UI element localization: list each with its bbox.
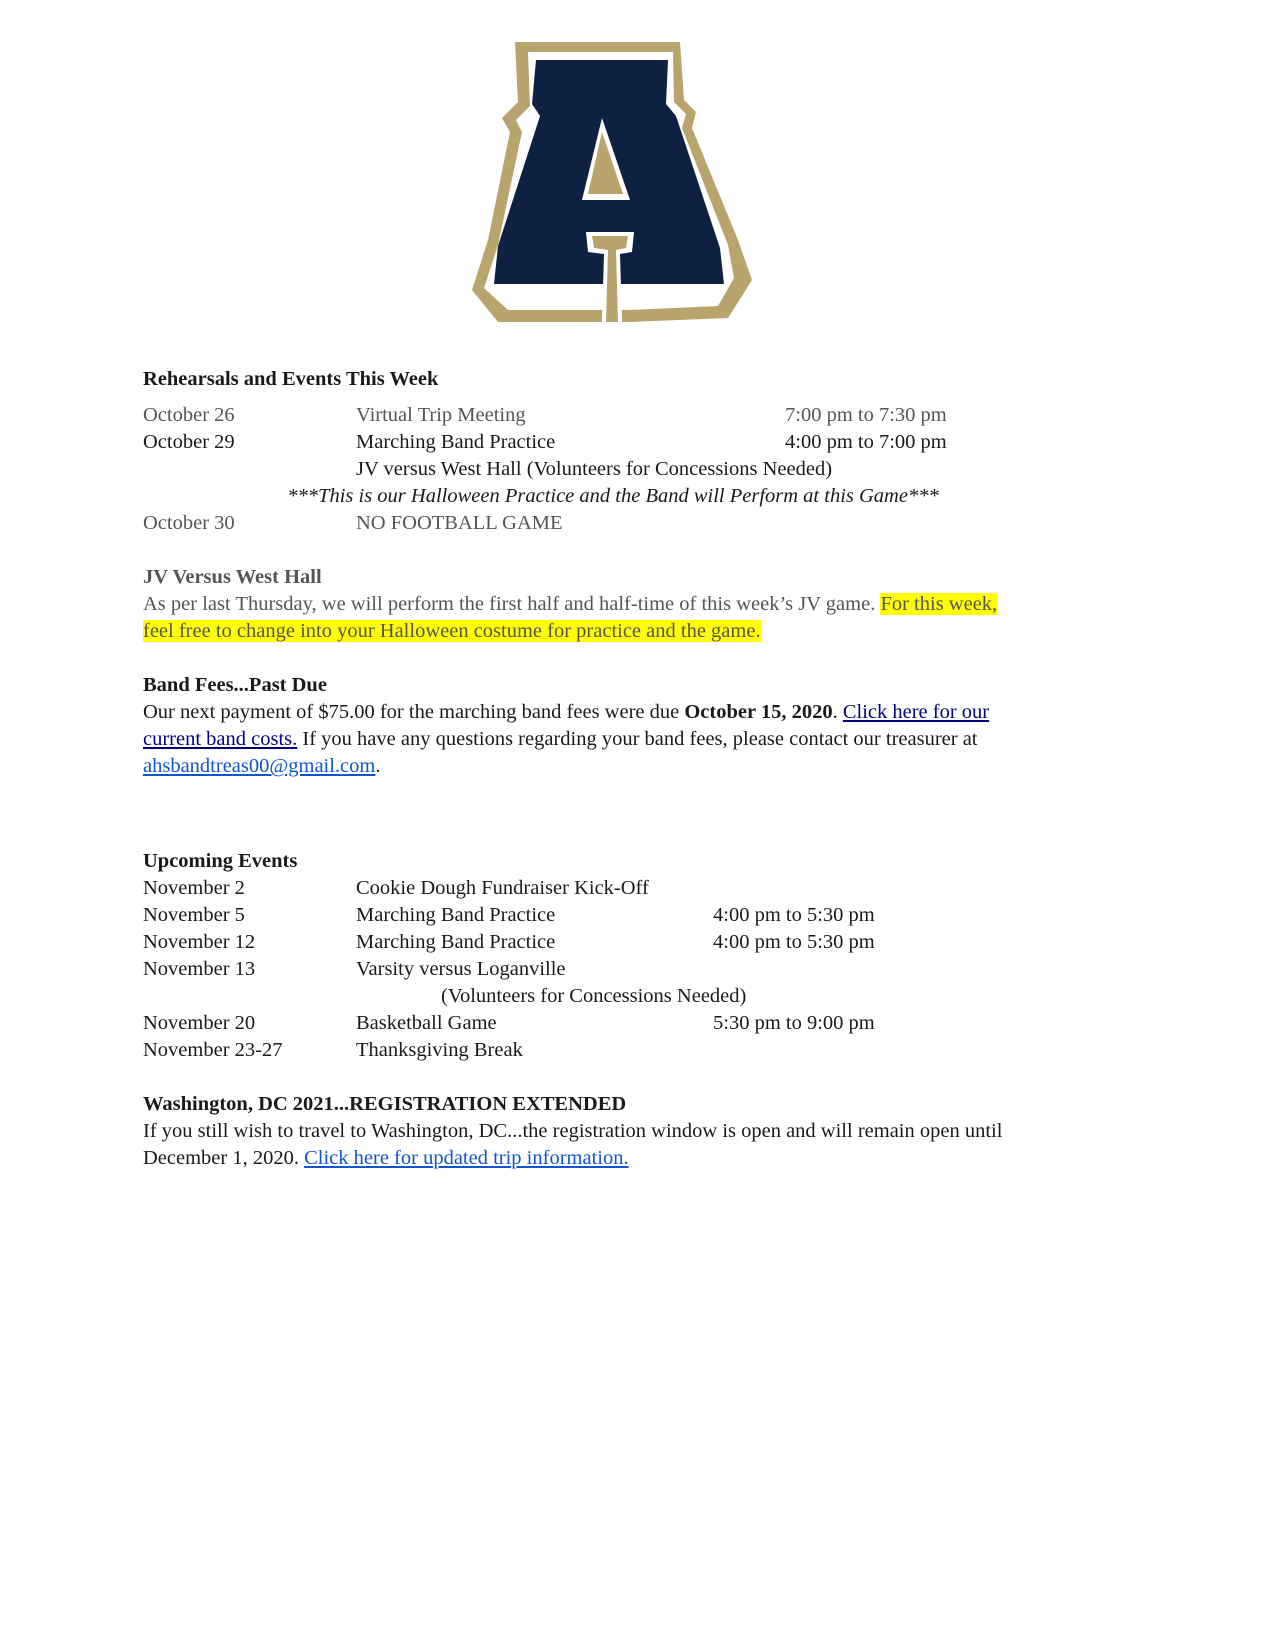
jv-heading: JV Versus West Hall (143, 566, 322, 588)
event-name: Cookie Dough Fundraiser Kick-Off (356, 877, 649, 899)
event-date: November 20 (143, 1012, 256, 1034)
event-date: October 30 (143, 512, 235, 534)
event-date: November 13 (143, 958, 256, 980)
link-text[interactable]: Click here for our (842, 701, 990, 723)
event-name: JV versus West Hall (Volunteers for Concessions Needed) (356, 458, 833, 480)
link-text[interactable]: current band costs. (143, 728, 298, 750)
event-date: November 12 (143, 931, 256, 953)
upcoming-row (143, 875, 1123, 902)
event-time: 5:30 pm to 9:00 pm (713, 1012, 875, 1034)
schedule-row (143, 429, 1123, 456)
event-date: October 29 (143, 431, 235, 453)
jv-text: As per last Thursday, we will perform the first half and half-time of this week’s JV game. (143, 593, 881, 615)
dc-paragraph (143, 1118, 1123, 1172)
schedule-row (143, 510, 1123, 537)
dc-heading: Washington, DC 2021...REGISTRATION EXTENDED (143, 1093, 627, 1115)
fees-text: . (832, 701, 843, 723)
treasurer-email-link[interactable]: ahsbandtreas00@gmail.com (143, 755, 376, 777)
fees-text: . (375, 755, 381, 777)
due-date: October 15, 2020 (684, 701, 833, 723)
dc-text: If you still wish to travel to Washington, DC...the registration window is open and will remain open until (143, 1120, 1003, 1142)
highlighted-text: feel free to change into your Halloween costume for practice and the game. (143, 620, 761, 642)
this-week-heading: Rehearsals and Events This Week (143, 368, 439, 390)
event-date: November 2 (143, 877, 245, 899)
fees-text: If you have any questions regarding your band fees, please contact our treasurer at (297, 728, 978, 750)
volunteers-note: (Volunteers for Concessions Needed) (441, 985, 747, 1007)
event-name: Varsity versus Loganville (356, 958, 566, 980)
event-time: 4:00 pm to 7:00 pm (785, 431, 947, 453)
jv-paragraph (143, 591, 1123, 645)
event-name: Thanksgiving Break (356, 1039, 523, 1061)
fees-heading: Band Fees...Past Due (143, 674, 327, 696)
event-name: Virtual Trip Meeting (356, 404, 526, 426)
fees-text: Our next payment of $75.00 for the marching band fees were due (143, 701, 685, 723)
upcoming-row (143, 929, 1123, 956)
school-logo (470, 40, 755, 325)
event-date: November 5 (143, 904, 245, 926)
event-date: October 26 (143, 404, 235, 426)
event-name: Marching Band Practice (356, 904, 556, 926)
fees-paragraph (143, 699, 1123, 780)
upcoming-heading: Upcoming Events (143, 850, 298, 872)
event-time: 4:00 pm to 5:30 pm (713, 931, 875, 953)
event-name: Basketball Game (356, 1012, 497, 1034)
upcoming-row (143, 956, 1123, 983)
schedule-row (143, 456, 1123, 483)
upcoming-row (143, 1037, 1123, 1064)
trip-info-link[interactable]: Click here for updated trip information. (304, 1147, 629, 1169)
upcoming-row (143, 983, 1123, 1010)
event-time: 4:00 pm to 5:30 pm (713, 904, 875, 926)
upcoming-row (143, 1010, 1123, 1037)
halloween-note: ***This is our Halloween Practice and the Band will Perform at this Game*** (287, 485, 939, 507)
schedule-row (143, 402, 1123, 429)
event-name: Marching Band Practice (356, 431, 556, 453)
dc-text: December 1, 2020. (143, 1147, 305, 1169)
event-date: November 23-27 (143, 1039, 283, 1061)
highlighted-text: For this week, (880, 593, 998, 615)
event-time: 7:00 pm to 7:30 pm (785, 404, 947, 426)
event-name: NO FOOTBALL GAME (356, 512, 563, 534)
event-name: Marching Band Practice (356, 931, 556, 953)
newsletter-body (143, 366, 1123, 1172)
upcoming-row (143, 902, 1123, 929)
letter-a-logo-icon (470, 40, 755, 325)
